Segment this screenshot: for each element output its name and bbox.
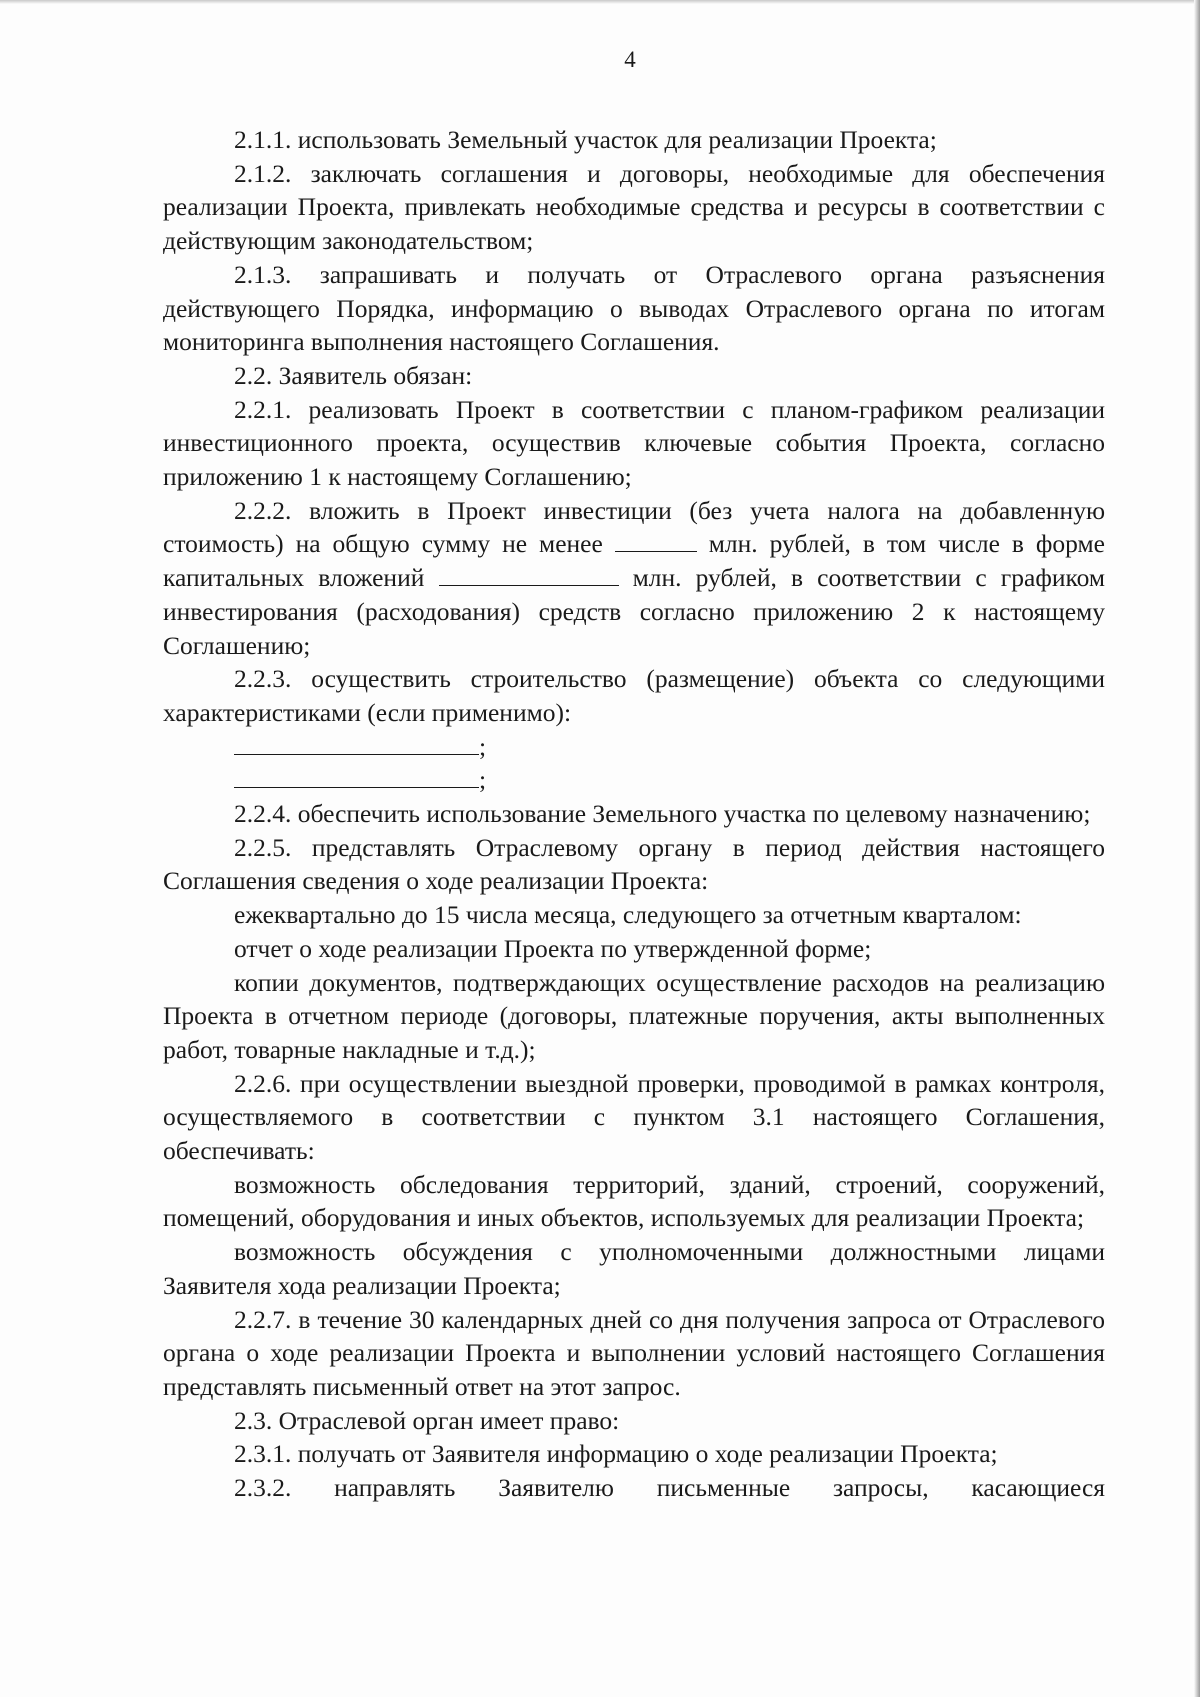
capital-investment-blank [439,563,619,586]
paragraph-2-2-2-part1: 2.2.2. вложить в Проект инвестиции (без учета налога на добавленную стоимость) на общую сумму не менее [163,495,1105,559]
page-number: 4 [624,47,636,72]
scan-edge-top [0,0,1200,4]
paragraph-discussion: возможность обсуждения с уполномоченными должностными лицами Заявителя хода реализации Проекта; [163,1237,1105,1300]
investment-total-blank [615,529,697,552]
paragraph-quarterly: ежеквартально до 15 числа месяца, следующего за отчетным кварталом: [234,900,1022,930]
paragraph-2-3-2: 2.3.2. направлять Заявителю письменные запросы, касающиеся [234,1473,1105,1503]
paragraph-2-2-5: 2.2.5. представлять Отраслевому органу в период действия настоящего Соглашения сведения о ходе реализации Проекта: [163,832,1105,896]
characteristic-semicolon: ; [479,731,487,761]
paragraph-2-1-1: 2.1.1. использовать Земельный участок для реализации Проекта; [234,125,937,154]
paragraph-2-2: 2.2. Заявитель обязан: [234,360,473,390]
characteristic-blank [234,763,479,788]
scan-edge-right [1194,0,1200,1697]
paragraph-2-2-6: 2.2.6. при осуществлении выездной проверки, проводимой в рамках контроля, осуществляемого в соответствии с пунктом 3.1 настоящего Соглашения, обеспечивать: [163,1068,1105,1166]
paragraph-2-2-4: 2.2.4. обеспечить использование Земельного участка по целевому назначению; [234,799,1091,829]
characteristic-semicolon: ; [479,765,487,795]
paragraph-2-2-2 [163,494,1105,663]
document-body [163,123,1105,1505]
characteristic-blank-line [163,763,1105,797]
characteristic-blank-line [163,730,1105,764]
paragraph-2-2-2-part3: млн. рублей, в соответствии с графиком инвестирования (расходования) средств согласно приложению 2 к настоящему Соглашению; [163,563,1105,660]
paragraph-2-2-2-part2: млн. рублей, в том числе в форме капитальных вложений [163,529,1105,593]
paragraph-2-3: 2.3. Отраслевой орган имеет право: [234,1405,620,1435]
paragraph-2-1-3: 2.1.3. запрашивать и получать от Отраслевого органа разъяснения действующего Порядка, информацию о выводах Отраслевого органа по итогам мониторинга выполнения настоящего Соглашения. [163,259,1105,357]
paragraph-2-3-1: 2.3.1. получать от Заявителя информацию о ходе реализации Проекта; [234,1439,998,1469]
paragraph-2-2-7: 2.2.7. в течение 30 календарных дней со дня получения запроса от Отраслевого органа о ходе реализации Проекта и выполнении условий настоящего Соглашения представлять письменный ответ на этот запрос. [163,1304,1105,1401]
paragraph-2-2-1: 2.2.1. реализовать Проект в соответствии с планом-графиком реализации инвестиционного проекта, осуществив ключевые события Проекта, согласно приложению 1 к настоящему Соглашению; [163,394,1105,492]
paragraph-inspection: возможность обследования территорий, зданий, строений, сооружений, помещений, оборудования и иных объектов, используемых для реализации Проекта; [163,1169,1105,1233]
characteristic-blank [234,730,479,755]
paragraph-2-1-2: 2.1.2. заключать соглашения и договоры, необходимые для обеспечения реализации Проекта, привлекать необходимые средства и ресурсы в соответствии с действующим законодательством; [163,158,1105,256]
paragraph-copies: копии документов, подтверждающих осуществление расходов на реализацию Проекта в отчетном периоде (договоры, платежные поручения, акты выполненных работ, товарные накладные и т.д.); [163,967,1105,1064]
paragraph-report: отчет о ходе реализации Проекта по утвержденной форме; [234,933,872,963]
paragraph-2-2-3: 2.2.3. осуществить строительство (размещение) объекта со следующими характеристиками (если применимо): [163,664,1105,727]
